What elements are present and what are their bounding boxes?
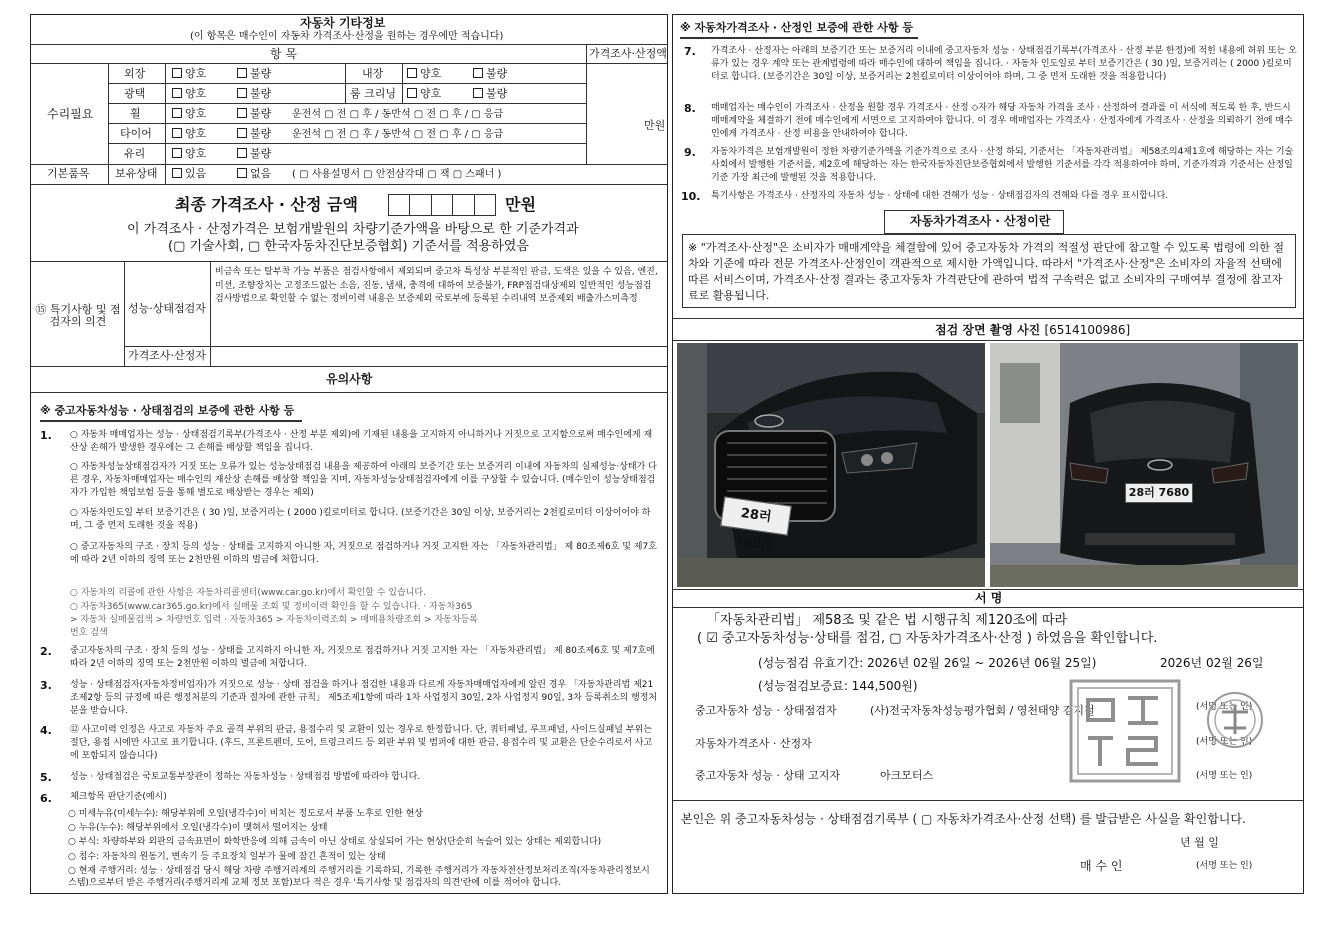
row-glass-label: 유리 bbox=[124, 147, 146, 160]
inspector-opinion-label: 성능·상태점검자 bbox=[128, 302, 206, 315]
basis-text-line1: 이 가격조사 · 산정가격은 보험개발원의 차량기준가액을 바탕으로 한 기준가격과 bbox=[127, 222, 579, 237]
item-1-para-3: ○ 자동차인도일 부터 보증기간은 ( 30 )일, 보증거리는 ( 2000 )킬로미터로 합니다. (보증기간은 30일 이상, 보증거리는 2천킬로미터 이상이어야 하며, 그 중 먼저 도래한 것을 적용) bbox=[70, 508, 651, 531]
item-4-text: ⑫ 사고이력 인정은 사고로 자동차 주요 골격 부위의 판금, 용접수리 및 교환이 있는 경우로 한정합니다. 단, 쿼터패널, 루프패널, 사이드실패널 부위는 절단, 용접 시에만 사고로 표기합니다. (후드, 프론트펜더, 도어, 트렁크리드 등 외판 부위 및 범퍼에 대한 판금, 용접수리 및 교환은 단순수리로서 사고에 포함되지 않습니다) bbox=[70, 725, 653, 761]
option-good: 양호 bbox=[185, 127, 207, 140]
row-wheel-label: 휠 bbox=[130, 107, 141, 120]
checkbox[interactable] bbox=[172, 128, 182, 138]
item-6-title: 체크항목 판단기준(예시) bbox=[70, 792, 167, 802]
item-8-text: 매매업자는 매수인이 가격조사 · 산정을 원할 경우 가격조사 · 산정 ◇자가 해당 자동차 가격을 조사 · 산정하여 결과를 이 서식에 적도록 한 후, 반드시 매매계약을 체결하기 전에 매수인에게 서면으로 고지하여야 합니다. 이 경우 매매업자는 가격조사 · 산정자에게 가격조사 · 산정을 의뢰하기 전에 매수인에게 가격조사 · 산정 비용을 안내하여야 합니다. bbox=[711, 103, 1293, 139]
inspector-label: 중고자동차 성능 · 상태점검자 bbox=[695, 704, 837, 717]
about-appraisal-title: 자동차가격조사 · 산정이란 bbox=[910, 214, 1051, 228]
special-notes-label: ⑮ 특기사항 및 점검자의 의견 bbox=[35, 303, 121, 329]
item-number: 10. bbox=[681, 190, 701, 203]
license-plate: 28러 7680 bbox=[1125, 483, 1193, 503]
item-number: 4. bbox=[40, 724, 52, 737]
row-exterior-label: 외장 bbox=[124, 67, 146, 80]
row-interior-label: 내장 bbox=[362, 67, 384, 80]
final-appraisal-label: 최종 가격조사 · 산정 금액 bbox=[175, 195, 358, 214]
tire-position-options: 운전석 ▢ 전 ▢ 후 / 동반석 ▢ 전 ▢ 후 / ▢ 응급 bbox=[292, 129, 504, 140]
car-front-illustration bbox=[677, 343, 985, 587]
item-1-para-2: ○ 자동차성능상태점검자가 거짓 또는 오류가 있는 성능상태점검 내용을 제공하여 아래의 보증기간 또는 보증거리 이내에 자동차의 실제성능·상태가 다른 경우, 자동차매매업자는 매수인의 재산상 손해를 배상할 책임을 지며, 자동차성능상태점검자에게 이를 구상할 수 있습니다. (매수인이 성능상태점검자가 가입한 책임보험 등을 통해 별도로 배상받는 경우는 제외) bbox=[70, 462, 657, 498]
sign-or-seal-label: (서명 또는 인) bbox=[1196, 702, 1253, 712]
checkbox[interactable] bbox=[237, 68, 247, 78]
basic-items-list: ( ▢ 사용설명서 ▢ 안전삼각대 ▢ 잭 ▢ 스패너 ) bbox=[292, 169, 502, 180]
option-good: 양호 bbox=[185, 107, 207, 120]
about-appraisal-text: ※ "가격조사·산정"은 소비자가 매매계약을 체결함에 있어 중고자동차 가격의 적절성 판단에 참고할 수 있도록 법령에 의한 절차와 기준에 따라 전문 가격조사·산정인이 객관적으로 제시한 가액입니다. 따라서 "가격조사·산정"은 소비자의 자율적 선택에 따른 서비스이며, 가격조사·산정 결과는 중고자동차 가격판단에 관하여 법적 구속력은 없고 소비자의 구매여부 결정에 참고자료로 활용됩니다. bbox=[688, 241, 1284, 302]
checkbox[interactable] bbox=[473, 88, 483, 98]
item-1-para-5: ○ 자동차의 리콜에 관한 사항은 자동차리콜센터(www.car.go.kr)에서 확인할 수 있습니다. bbox=[70, 588, 426, 598]
row-gloss-label: 광택 bbox=[124, 87, 146, 100]
option-good: 양호 bbox=[185, 67, 207, 80]
option-bad: 불량 bbox=[250, 127, 272, 140]
item-number: 6. bbox=[40, 792, 52, 805]
item-number: 9. bbox=[684, 146, 696, 159]
checkbox[interactable] bbox=[172, 68, 182, 78]
option-good: 양호 bbox=[420, 87, 442, 100]
buyer-label: 매 수 인 bbox=[1080, 859, 1123, 873]
item-10-text: 특기사항은 가격조사 · 산정자의 자동차 성능 · 상태에 대한 견해가 성능 · 상태점검자의 견해와 다를 경우 표시합니다. bbox=[711, 191, 1169, 201]
inspection-photo-rear bbox=[990, 343, 1298, 587]
notifier-label: 중고자동차 성능 · 상태 고지자 bbox=[695, 769, 840, 782]
checkbox[interactable] bbox=[237, 168, 247, 178]
item-1-para-6: ○ 자동차365(www.car365.go.kr)에서 실매물 조회 및 정비이력 확인을 할 수 있습니다. · 자동차365 > 자동차 실매물검색 > 차량번호 입력 · 자동차365 > 자동차이력조회 > 매매용차량조회 > 자동차등록번호 검색 bbox=[70, 602, 478, 638]
item-number: 7. bbox=[684, 45, 696, 58]
checkbox[interactable] bbox=[172, 108, 182, 118]
option-have: 있음 bbox=[185, 167, 207, 180]
price-column-header: 가격조사·산정액 bbox=[589, 47, 667, 60]
item-6-criteria-1: ○ 미세누유(미세누수): 해당부위에 오일(냉각수)이 비치는 정도로서 부품 노후로 인한 현상 bbox=[68, 809, 423, 819]
buyer-confirmation-text: 본인은 위 중고자동차성능 · 상태점검기록부 ( ▢ 자동차가격조사·산정 선택) 를 발급받은 사실을 확인합니다. bbox=[681, 812, 1246, 826]
item-number: 5. bbox=[40, 771, 52, 784]
checkbox[interactable] bbox=[473, 68, 483, 78]
option-bad: 불량 bbox=[486, 87, 508, 100]
item-number: 3. bbox=[40, 679, 52, 692]
item-2-text: 중고자동차의 구조 · 장치 등의 성능 · 상태를 고지하지 아니한 자, 거짓으로 점검하거나 거짓 고지한 자는 「자동차관리법」 제 80조제6호 및 제7호에 따라 2년 이하의 징역 또는 2천만원 이하의 벌금에 처합니다. bbox=[70, 646, 655, 669]
final-appraisal-amount-boxes[interactable] bbox=[388, 194, 496, 216]
item-6-criteria-5: ○ 현재 주행거리: 성능 · 상태점검 당시 해당 차량 주행거리계의 주행거리를 기록하되, 기록한 주행거리가 자동차전산정보처리조직(자동차관리정보시스템)으로부터 받은 주행거리(주행거리계 교체 정보 포함)보다 적은 경우 '특기사항 및 점검자의 의견'란에 이를 적어야 합니다. bbox=[68, 866, 650, 888]
inspection-date: 2026년 02월 26일 bbox=[1160, 656, 1264, 670]
option-bad: 불량 bbox=[250, 147, 272, 160]
checkbox[interactable] bbox=[172, 88, 182, 98]
option-bad: 불량 bbox=[250, 67, 272, 80]
basis-text-line2: (▢ 기술사회, ▢ 한국자동차진단보증협회) 기준서를 적용하였음 bbox=[168, 239, 529, 254]
signature-title: 서 명 bbox=[975, 591, 1003, 605]
license-plate: 28러 7680 bbox=[720, 496, 792, 535]
photo-title: 점검 장면 촬영 사진 [6514100986] bbox=[935, 323, 1131, 337]
price-unit: 만원 bbox=[644, 119, 666, 132]
item-6-criteria-4: ○ 침수: 자동차의 원동기, 변속기 등 주요장치 일부가 물에 잠긴 흔적이 있는 상태 bbox=[68, 852, 386, 862]
checkbox[interactable] bbox=[237, 128, 247, 138]
wheel-position-options: 운전석 ▢ 전 ▢ 후 / 동반석 ▢ 전 ▢ 후 / ▢ 응급 bbox=[292, 109, 504, 120]
option-bad: 불량 bbox=[250, 87, 272, 100]
inspector-seal-stamp bbox=[1192, 690, 1278, 750]
signature-legal-basis: 「자동차관리법」 제58조 및 같은 법 시행규칙 제120조에 따라 bbox=[707, 613, 1067, 628]
inspection-photo-front bbox=[677, 343, 985, 587]
checkbox[interactable] bbox=[172, 168, 182, 178]
year-month-day: 년 월 일 bbox=[1180, 836, 1219, 849]
item-6-criteria-3: ○ 부식: 차량하부와 외판의 금속표면이 화학반응에 의해 금속이 아닌 상태로 상실되어 가는 현상(단순히 녹슬어 있는 상태는 제외합니다) bbox=[68, 837, 602, 847]
notice-title: 유의사항 bbox=[326, 372, 373, 386]
guarantee-fee: (성능점검보증료: 144,500원) bbox=[758, 679, 918, 693]
notifier-name: 아크모터스 bbox=[880, 769, 934, 782]
inspector-opinion-text: 비금속 또는 탈부착 가능 부품은 점검사항에서 제외되며 중고차 특성상 부분적인 판금, 도색은 있을 수 있음, 엔진,미션, 조향장치는 고정조드없는 소음, 진동, 냄새, 충격에 대하여 보증불가, FRP점검대상제외 일반적인 성능점검 검사방법으로 확인할 수 없는 정비이력 내용은 보증제외 국토부에 등록된 수리내역 보증제외 배출가스미측정 bbox=[215, 267, 658, 304]
item-9-text: 자동차가격은 보험개발원이 정한 차량기준가액을 기준가격으로 조사 · 산정 하되, 기준서는 「자동차관리법」 제58조의4제1호에 해당하는 자는 기술사회에서 발행한 기준서를, 제2호에 해당하는 자는 한국자동차진단보증협회에서 발행한 기준서를 각각 적용하여야 하며, 기준가격과 기준서는 산정일 기준 가장 최근에 발행된 것을 적용합니다. bbox=[711, 147, 1294, 183]
sign-or-seal-label: (서명 또는 인) bbox=[1196, 771, 1253, 781]
option-bad: 불량 bbox=[486, 67, 508, 80]
option-bad: 불량 bbox=[250, 107, 272, 120]
checkbox[interactable] bbox=[172, 148, 182, 158]
checkbox[interactable] bbox=[237, 108, 247, 118]
basic-items-label: 기본품목 bbox=[47, 167, 90, 180]
company-seal-stamp bbox=[1068, 678, 1182, 784]
option-good: 양호 bbox=[420, 67, 442, 80]
checkbox[interactable] bbox=[237, 148, 247, 158]
other-info-title: 자동차 기타정보 bbox=[300, 16, 386, 30]
car-rear-illustration bbox=[990, 343, 1298, 587]
basic-status-label: 보유상태 bbox=[115, 167, 158, 180]
item-1-para-1: ○ 자동차 매매업자는 성능 · 상태점검기록부(가격조사 · 산정 부분 제외)에 기재된 내용을 고지하지 아니하거나 거짓으로 고지함으로써 매수인에게 재산상 손해가 발생한 경우에는 그 손해를 배상할 책임을 집니다. bbox=[70, 430, 653, 453]
inspector-name: (사)전국자동차성능평가협회 / 영천태양 김지철 bbox=[870, 704, 1095, 717]
appraiser-opinion-label: 가격조사·산정자 bbox=[128, 349, 206, 362]
item-column-header: 항 목 bbox=[270, 47, 297, 61]
option-good: 양호 bbox=[185, 147, 207, 160]
item-number: 8. bbox=[684, 102, 696, 115]
checkbox[interactable] bbox=[407, 88, 417, 98]
item-7-text: 가격조사 · 산정자는 아래의 보증기간 또는 보증거리 이내에 중고자동차 성능 · 상태점검기록부(가격조사 · 산정 부분 한정)에 적힌 내용에 허위 또는 오류가 있는 경우 계약 또는 관계법령에 따라 매수인에 대하여 책임을 집니다. · 자동차 인도일로 부터 보증기간은 ( 30 )일, 보증거리는 ( 2000 )킬로미터로 합니다. (보증기간은 30일 이상, 보증거리는 2천킬로미터 이상이어야 하며, 그 중 먼저 도래한 것을 적용합니다) bbox=[711, 46, 1297, 82]
final-appraisal-unit: 만원 bbox=[505, 195, 536, 214]
checkbox[interactable] bbox=[407, 68, 417, 78]
appraiser-label: 자동차가격조사 · 산정자 bbox=[695, 737, 812, 750]
item-3-text: 성능 · 상태점검자(자동차정비업자)가 거짓으로 성능 · 상태 점검을 하거나 점검한 내용과 다르게 자동차매매업자에게 알린 경우 「자동차관리법 제21조제2항 등의 규정에 따른 행정처분의 기준과 절차에 관한 규칙」 제5조제1항에 따라 1차 사업정지 30일, 2차 사업정지 90일, 3차 등록취소의 행정처분을 받습니다. bbox=[70, 680, 658, 716]
sign-or-seal-label: (서명 또는 인) bbox=[1196, 861, 1253, 871]
option-none: 없음 bbox=[250, 167, 272, 180]
item-6-criteria-2: ○ 누유(누수): 해당부위에서 오일(냉각수)이 맺혀서 떨어지는 상태 bbox=[68, 823, 328, 833]
signature-confirmation: ( ☑ 중고자동차성능·상태를 점검, ▢ 자동차가격조사·산정 ) 하였음을 확인합니다. bbox=[697, 631, 1158, 646]
item-1-para-4: ○ 중고자동차의 구조 · 장치 등의 성능 · 상태를 고지하지 아니한 자, 거짓으로 점검하거나 거짓 고지한 자는 「자동차관리법」 제 80조제6호 및 제7호에 따라 2년 이하의 징역 또는 2천만원 이하의 벌금에 처합니다. bbox=[70, 542, 657, 565]
appraiser-guarantee-title: ※ 자동차가격조사 · 산정인 보증에 관한 사항 등 bbox=[680, 21, 913, 34]
option-good: 양호 bbox=[185, 87, 207, 100]
row-tire-label: 타이어 bbox=[120, 127, 152, 140]
repair-needed-label: 수리필요 bbox=[47, 107, 94, 121]
checkbox[interactable] bbox=[237, 88, 247, 98]
guarantee-title: ※ 중고자동차성능 · 상태점검의 보증에 관한 사항 등 bbox=[40, 404, 295, 417]
item-number: 1. bbox=[40, 429, 52, 442]
other-info-subtitle: (이 항목은 매수인이 자동차 가격조사·산정을 원하는 경우에만 적습니다) bbox=[190, 31, 504, 42]
item-number: 2. bbox=[40, 645, 52, 658]
sign-or-seal-label: (서명 또는 인) bbox=[1196, 737, 1253, 747]
validity-period: (성능점검 유효기간: 2026년 02월 26일 ~ 2026년 06월 25일) bbox=[758, 656, 1097, 670]
row-room-cleaning-label: 룸 크리닝 bbox=[350, 87, 397, 100]
item-5-text: 성능 · 상태점검은 국토교통부장관이 정하는 자동차성능 · 상태점검 방법에 따라야 합니다. bbox=[70, 772, 421, 782]
